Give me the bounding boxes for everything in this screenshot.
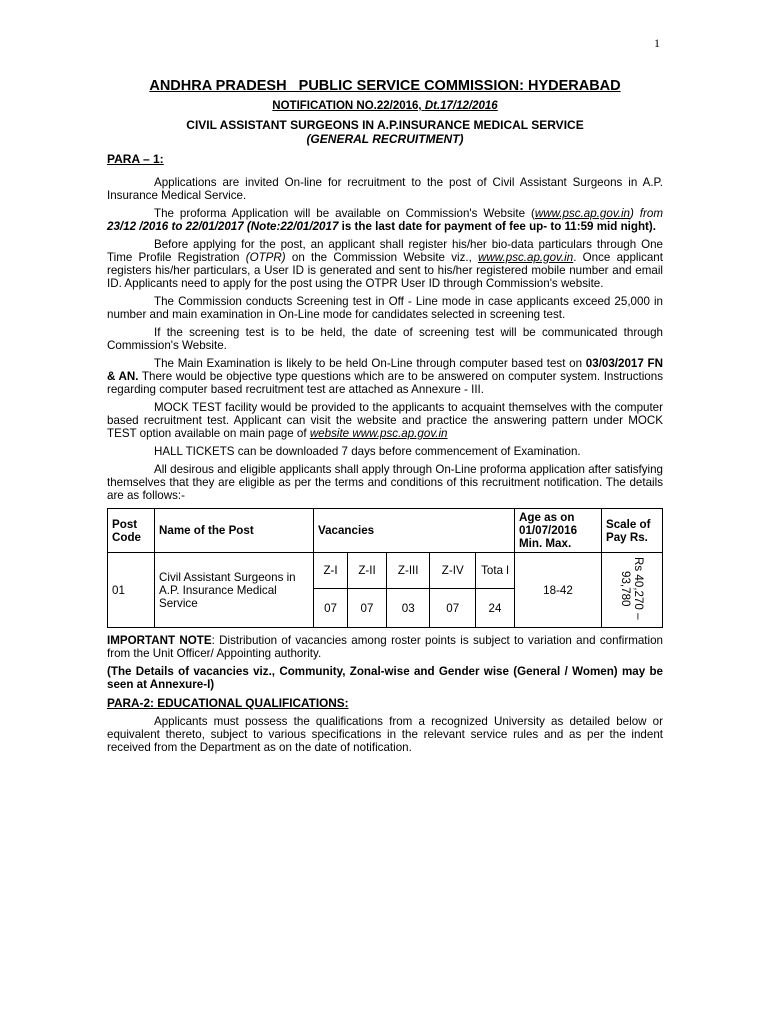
page-title: ANDHRA PRADESH PUBLIC SERVICE COMMISSION: HYDERABAD bbox=[149, 78, 621, 94]
header-scale: Scale of Pay Rs. bbox=[602, 509, 663, 553]
header-vacancies: Vacancies bbox=[314, 509, 515, 553]
important-note-label: IMPORTANT NOTE bbox=[107, 634, 212, 647]
para1-apply: All desirous and eligible applicants shall apply through On-Line proforma application after satisfying themselves that they are eligible as per the terms and conditions of this recruitment notification. The details are as follows:- bbox=[107, 463, 663, 502]
vacancy-value: 07 bbox=[314, 589, 348, 628]
text-span: : Distribution of vacancies among roster points is subject to variation and confirmation from the Unit Officer/ Appointing authority. bbox=[107, 634, 663, 660]
website-link[interactable]: website www.psc.ap.gov.in bbox=[309, 427, 448, 440]
text-span: The Main Examination is likely to be held On-Line through computer based test on bbox=[154, 357, 586, 370]
document-body bbox=[107, 78, 663, 759]
zone-header: Z-II bbox=[348, 553, 387, 589]
para1-heading: PARA – 1: bbox=[107, 152, 164, 166]
para1-mock-test bbox=[107, 401, 663, 440]
vacancy-value: 07 bbox=[348, 589, 387, 628]
page-number: 1 bbox=[654, 36, 660, 50]
notification-date: Dt.17/12/2016 bbox=[424, 100, 498, 112]
zone-header: Tota l bbox=[476, 553, 515, 589]
table-zone-row bbox=[108, 553, 663, 589]
vacancy-table bbox=[107, 508, 663, 628]
text-span: Before applying for the post, an applicant shall register his/her bio-data particulars through One Time Profile Registration bbox=[107, 238, 663, 264]
text-span: (OTPR) bbox=[245, 251, 286, 264]
notification-prefix: NOTIFICATION NO.22/2016, bbox=[272, 100, 425, 112]
zone-header: Z-I bbox=[314, 553, 348, 589]
text-span: ) from bbox=[630, 207, 663, 220]
para1-intro: Applications are invited On-line for recruitment to the post of Civil Assistant Surgeons in A.P. Insurance Medical Service. bbox=[107, 176, 663, 202]
website-link[interactable]: www.psc.ap.gov.in bbox=[478, 251, 574, 264]
text-span: MOCK TEST facility would be provided to the applicants to acquaint themselves with the computer based recruitment test. Applicant can visit the website and practice the answering pattern under MOCK TEST option available on main page of bbox=[107, 401, 663, 440]
text-span: is the last date for payment of fee up- to 11:59 mid night). bbox=[338, 220, 656, 233]
cell-post-code: 01 bbox=[108, 553, 155, 628]
vacancy-value: 07 bbox=[430, 589, 476, 628]
text-span: on the Commission Website viz., bbox=[285, 251, 479, 264]
header-age: Age as on 01/07/2016 Min. Max. bbox=[515, 509, 602, 553]
header-name-of-post: Name of the Post bbox=[155, 509, 314, 553]
para1-main-exam bbox=[107, 357, 663, 396]
recruitment-type: (GENERAL RECRUITMENT) bbox=[306, 132, 464, 146]
website-link[interactable]: www.psc.ap.gov.in bbox=[534, 207, 630, 220]
pay-scale: Rs 40,270 – 93,780 bbox=[619, 557, 645, 620]
important-note bbox=[107, 634, 663, 660]
cell-age: 18-42 bbox=[515, 553, 602, 628]
text-span: The proforma Application will be available on Commission's Website ( bbox=[154, 207, 535, 220]
zone-header: Z-III bbox=[386, 553, 430, 589]
para1-application-dates bbox=[107, 207, 663, 233]
para1-hall-tickets: HALL TICKETS can be downloaded 7 days before commencement of Examination. bbox=[154, 445, 581, 458]
cell-post-name: Civil Assistant Surgeons in A.P. Insurance Medical Service bbox=[155, 553, 314, 628]
vacancy-value: 03 bbox=[386, 589, 430, 628]
exam-date: 03/03/2017 FN & AN. bbox=[107, 357, 664, 383]
para1-otpr bbox=[107, 238, 663, 290]
text-span: . Once applicant registers his/her particulars, a User ID is generated and sent to his/her registered mobile number and email ID. Applicants need to apply for the post using the OTPR User ID through Commission's website. bbox=[107, 251, 663, 290]
vacancy-details-note: (The Details of vacancies viz., Community, Zonal-wise and Gender wise (General / Women) may be seen at Annexure-I) bbox=[107, 665, 663, 691]
para1-screening: The Commission conducts Screening test in Off - Line mode in case applicants exceed 25,000 in number and main examination in On-Line mode for candidates selected in screening test. bbox=[107, 295, 663, 321]
post-heading: CIVIL ASSISTANT SURGEONS IN A.P.INSURANCE MEDICAL SERVICE bbox=[186, 118, 584, 132]
para1-screening-date: If the screening test is to be held, the date of screening test will be communicated through Commission's Website. bbox=[107, 326, 663, 352]
text-span: There would be objective type questions which are to be answered on computer system. Instructions regarding computer based recruitment test are attached as Annexure - III. bbox=[107, 370, 663, 396]
notification-number bbox=[107, 100, 663, 112]
cell-scale bbox=[602, 553, 663, 628]
table-header-row bbox=[108, 509, 663, 553]
para2-text: Applicants must possess the qualifications from a recognized University as detailed below or equivalent thereto, subject to various specifications in the relevant service rules and as per the indent received from the Department as on the date of notification. bbox=[107, 715, 663, 754]
header-post-code: Post Code bbox=[108, 509, 155, 553]
zone-header: Z-IV bbox=[430, 553, 476, 589]
para2-heading: PARA-2: EDUCATIONAL QUALIFICATIONS: bbox=[107, 696, 349, 710]
vacancy-total: 24 bbox=[476, 589, 515, 628]
application-dates: 23/12 /2016 to 22/01/2017 (Note:22/01/2017 bbox=[107, 220, 339, 233]
